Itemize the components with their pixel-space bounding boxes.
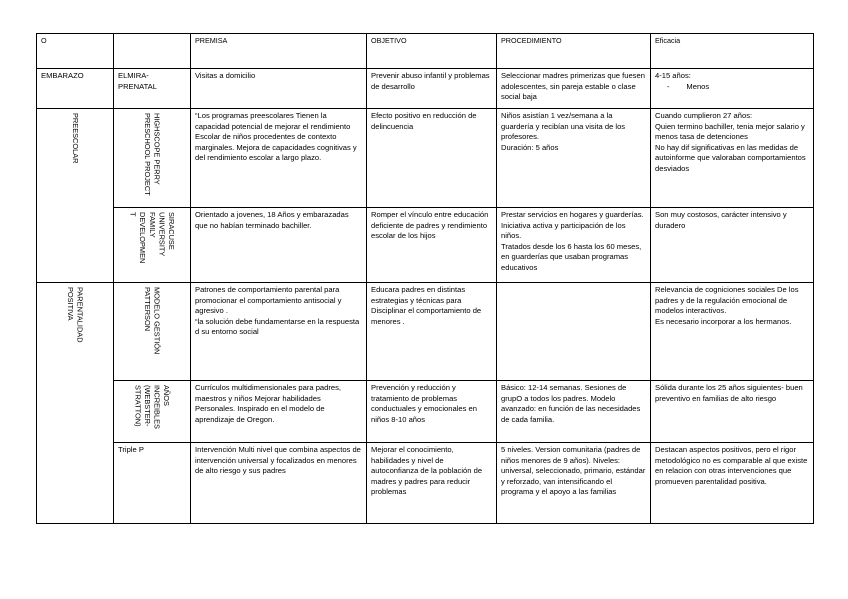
eficacia-line: No hay dif significativas en las medidas de autoinforme que valoraban comportamientos desviados	[655, 142, 806, 173]
table-row-triplep	[37, 443, 814, 524]
objetivo-cell: Prevenir abuso infantil y problemas de desarrollo	[367, 69, 497, 109]
procedimiento-cell: Básico: 12-14 semanas. Sesiones de grupO a todos los padres. Modelo avanzado: en función de las necesidades de cada familia.	[497, 381, 651, 443]
program-label: HIGHSCOPE PERRY PRESCHOOL PROJECT	[143, 113, 162, 196]
procedimiento-line: Tratados desde los 6 hasta los 60 meses, en guarderías que usaban programas educativos	[501, 241, 642, 272]
eficacia-line: 4-15 años:	[655, 71, 691, 80]
program-cell-elmira: ELMIRA- PRENATAL	[114, 69, 191, 109]
premisa-line: Patrones de comportamiento parental para promocionar el comportamiento antisocial y agresivo .	[195, 285, 342, 316]
premisa-cell: Orientado a jovenes, 18 Años y embarazadas que no habían terminado bachiller.	[191, 208, 367, 283]
procedimiento-line: Duración: 5 años	[501, 142, 559, 152]
program-cell-triplep: Triple P	[114, 443, 191, 524]
program-cell-patterson	[114, 283, 191, 381]
eficacia-line: Quien termino bachiller, tenia mejor salario y menos tasa de detenciones	[655, 121, 805, 142]
procedimiento-cell	[497, 208, 651, 283]
objetivo-cell: Prevención y reducción y tratamiento de problemas conductuales y emocionales en niños 8-10 años	[367, 381, 497, 443]
header-cell-objetivo: OBJETIVO	[367, 34, 497, 69]
eficacia-line: - Menos	[667, 81, 710, 91]
header-cell-procedimiento: PROCEDIMIENTO	[497, 34, 651, 69]
eficacia-cell: Destacan aspectos positivos, pero el rigor metodológico no es comparable al que existe en relacion con otras intervenciones que promueven parentalidad positiva.	[651, 443, 814, 524]
premisa-cell: Intervención Multi nivel que combina aspectos de intervención universal y focalizados en menores de alto riesgo y sus padres	[191, 443, 367, 524]
procedimiento-cell	[497, 109, 651, 208]
eficacia-line: Es necesario incorporar a los hermanos.	[655, 316, 792, 326]
table-row-siracuse	[37, 208, 814, 283]
objetivo-cell: Educara padres en distintas estrategias y técnicas para Disciplinar el comportamiento de menores .	[367, 283, 497, 381]
program-label: MODELO GESTIÓN PATTERSON	[143, 287, 162, 355]
eficacia-line: Relevancia de cogniciones sociales De los padres y de la regulación emocional de modelos interactivos.	[655, 285, 799, 316]
table-row-patterson	[37, 283, 814, 381]
table-row-highscope	[37, 109, 814, 208]
intervention-programs-table	[36, 33, 814, 524]
table-row-webster	[37, 381, 814, 443]
procedimiento-line: Niños asistían 1 vez/semana a la guardería y recibían una visita de los profesores.	[501, 111, 626, 142]
program-label: SIRACUSE UNIVERSITY FAMILY DEVELOPMEN T	[128, 212, 176, 264]
header-row	[37, 34, 814, 69]
procedimiento-cell: 5 niveles. Version comunitaria (padres de niños menores de 9 años). Niveles: universal, seleccionado, primario, estándar y reforzado, van intensificando el programa y el apoyo a las familias	[497, 443, 651, 524]
premisa-cell: Currículos multidimensionales para padres, maestros y niños Mejorar habilidades Personales. Inspirado en el modelo de aprendizaje de Oregon.	[191, 381, 367, 443]
table-row-embarazo	[37, 69, 814, 109]
header-cell-category: O	[37, 34, 114, 69]
category-cell-preescolar	[37, 109, 114, 283]
objetivo-cell: Mejorar el conocimiento, habilidades y nivel de autoconfianza de la población de madres y padres para reducir problemas	[367, 443, 497, 524]
category-cell-embarazo: EMBARAZO	[37, 69, 114, 109]
eficacia-cell: Son muy costosos, carácter intensivo y duradero	[651, 208, 814, 283]
procedimiento-line: Prestar servicios en hogares y guarderías. Iniciativa activa y participación de los niños.	[501, 210, 644, 241]
procedimiento-cell: Seleccionar madres primerizas que fuesen adolescentes, sin pareja estable o clase social baja	[497, 69, 651, 109]
category-label: PREESCOLAR	[70, 113, 80, 164]
procedimiento-cell	[497, 283, 651, 381]
program-cell-webster	[114, 381, 191, 443]
premisa-cell: “Los programas preescolares Tienen la capacidad potencial de mejorar el rendimiento Escolar de niños procedentes de contexto marginales. Mejora de capacidades cognitivas y del rendimiento escolar a largo plazo.	[191, 109, 367, 208]
category-label: PARENTALIDAD POSITIVA	[66, 287, 85, 343]
program-cell-siracuse	[114, 208, 191, 283]
premisa-cell: Visitas a domicilio	[191, 69, 367, 109]
eficacia-cell	[651, 109, 814, 208]
eficacia-cell: Sólida durante los 25 años siguientes- buen preventivo en familias de alto riesgo	[651, 381, 814, 443]
premisa-line: “la solución debe fundamentarse en la respuesta d su entorno social	[195, 316, 360, 337]
header-cell-program	[114, 34, 191, 69]
program-label: AÑOS INCREIBLES (WEBSTER- STRATTON)	[133, 385, 172, 429]
objetivo-cell: Romper el vínculo entre educación deficiente de padres y rendimiento escolar de los hijos	[367, 208, 497, 283]
header-cell-premisa: PREMISA	[191, 34, 367, 69]
program-cell-highscope	[114, 109, 191, 208]
category-cell-parentalidad	[37, 283, 114, 524]
eficacia-line: Cuando cumplieron 27 años:	[655, 111, 753, 120]
premisa-cell	[191, 283, 367, 381]
eficacia-cell	[651, 69, 814, 109]
header-cell-eficacia: Eficacia	[651, 34, 814, 69]
objetivo-cell: Efecto positivo en reducción de delincuencia	[367, 109, 497, 208]
eficacia-cell	[651, 283, 814, 381]
